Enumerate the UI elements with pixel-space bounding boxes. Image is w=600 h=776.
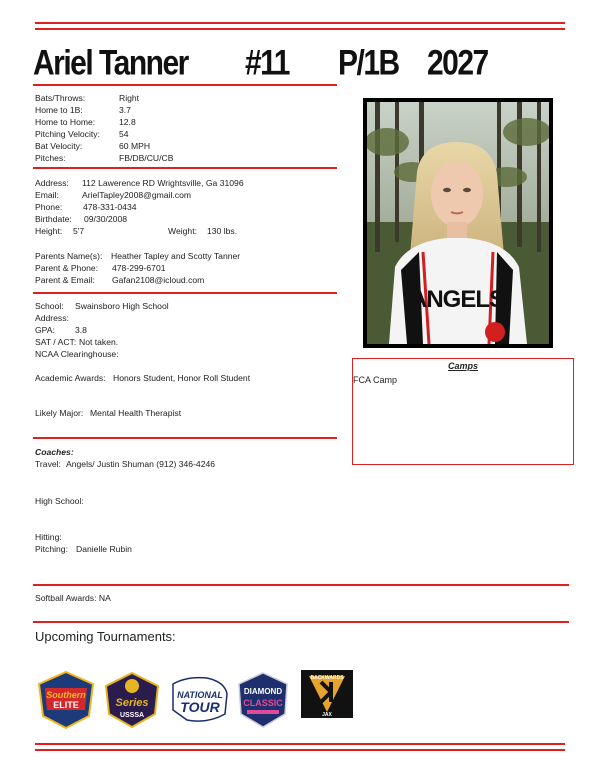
parent-email-label: Parent & Email: [35,275,95,285]
hitting-coach-row [35,531,62,543]
top-rule-1 [35,22,565,24]
birthdate-value: 09/30/2008 [84,214,128,224]
awards-rule [33,621,569,623]
stat-value: 54 [119,129,129,139]
softball-awards-label: Softball Awards: [35,593,97,603]
email-value: ArielTapley2008@gmail.com [82,190,192,200]
stat-label: Pitches: [35,153,66,163]
ncaa-row [35,348,119,360]
weight-label: Weight: [168,226,197,236]
pitching-coach-label: Pitching: [35,544,68,554]
stat-row [35,92,140,104]
logo-line1: NATIONAL [177,690,223,700]
logo-line1: DIAMOND [243,687,283,696]
player-name: Ariel Tanner [33,44,188,83]
school-label: School: [35,301,64,311]
phone-row [35,201,137,213]
pitching-coach-value: Danielle Rubin [76,544,132,554]
parent-email-row [35,274,205,286]
email-label: Email: [35,190,59,200]
height-value: 5'7 [73,226,85,236]
major-value: Mental Health Therapist [90,408,182,418]
weight-row [168,225,238,237]
stat-label: Bats/Throws: [35,93,86,103]
school-row [35,300,169,312]
stat-label: Home to 1B: [35,105,83,115]
school-value: Swainsboro High School [75,301,169,311]
parents-names-label: Parents Name(s): [35,251,103,261]
gpa-value: 3.8 [75,325,87,335]
ncaa-label: NCAA Clearinghouse: [35,349,119,359]
school-address-row [35,312,69,324]
class-year: 2027 [427,44,488,83]
high-school-coach-row [35,495,84,507]
coaches-heading: Coaches: [35,447,74,457]
academic-awards-label: Academic Awards: [35,373,106,383]
travel-coach-label: Travel: [35,459,61,469]
academic-awards-row [35,372,251,384]
jersey-number: #11 [245,44,289,83]
top-rule-2 [35,28,565,30]
header-rule [33,84,337,86]
academic-awards-value: Honors Student, Honor Roll Student [113,373,251,383]
high-school-coach-label: High School: [35,496,84,506]
gold-cup-series-logo [103,670,161,730]
phone-label: Phone: [35,202,63,212]
stat-row [35,116,136,128]
sat-value: Not taken. [79,337,119,347]
email-row [35,189,192,201]
parents-names-row [35,250,241,262]
bottom-rule-2 [35,749,565,751]
stats-rule [33,167,337,169]
southern-elite-logo [35,670,97,730]
logo-line1: BACKWARDS [310,675,344,681]
travel-coach-row [35,458,216,470]
hitting-coach-label: Hitting: [35,532,62,542]
birthdate-row [35,213,128,225]
parents-rule [33,292,337,294]
softball-awards-value: NA [98,593,111,603]
gpa-label: GPA: [35,325,55,335]
address-value: 112 Lawerence RD Wrightsville, Ga 31096 [82,178,244,188]
player-position: P/1B [338,44,399,83]
pitching-coach-row [35,543,132,555]
player-photo-image [367,102,549,344]
softball-awards-row [35,592,111,604]
player-photo [363,98,553,348]
stat-value: Right [119,93,140,103]
major-row [35,407,182,419]
stat-row [35,104,131,116]
stat-row [35,128,129,140]
upcoming-tournaments-heading: Upcoming Tournaments: [35,629,176,644]
stat-row [35,152,174,164]
sat-label: SAT / ACT: [35,337,77,347]
backwards-k-logo [301,670,353,718]
parent-phone-label: Parent & Phone: [35,263,99,273]
diamond-classic-logo [235,670,291,730]
address-label: Address: [35,178,69,188]
school-address-label: Address: [35,313,69,323]
logo-line2: ELITE [53,700,79,710]
stat-label: Pitching Velocity: [35,129,100,139]
travel-coach-value: Angels/ Justin Shuman (912) 346-4246 [66,459,216,469]
stat-value: 3.7 [119,105,131,115]
camps-box [352,358,574,465]
sat-row [35,336,119,348]
address-row [35,177,244,189]
height-row [35,225,85,237]
parents-names-value: Heather Tapley and Scotty Tanner [111,251,241,261]
parent-email-value: Gafan2108@icloud.com [112,275,205,285]
weight-value: 130 lbs. [207,226,238,236]
height-label: Height: [35,226,63,236]
national-tour-logo [167,670,231,730]
gpa-row [35,324,87,336]
parent-phone-row [35,262,166,274]
phone-value: 478-331-0434 [83,202,137,212]
logo-line2: TOUR [180,699,220,715]
svg-text:ANGELS: ANGELS [409,286,505,313]
stat-label: Home to Home: [35,117,96,127]
bottom-rule-1 [35,743,565,745]
stat-label: Bat Velocity: [35,141,83,151]
stat-value: FB/DB/CU/CB [119,153,174,163]
logo-line2: JAX [322,712,332,718]
logo-line2: USSSA [119,712,145,719]
stat-value: 60 MPH [119,141,151,151]
player-header [33,44,573,86]
school-rule [33,437,337,439]
camps-title: Camps [447,361,478,371]
parent-phone-value: 478-299-6701 [112,263,166,273]
birthdate-label: Birthdate: [35,214,72,224]
logo-line2: CLASSIC [243,698,283,708]
camp-item: FCA Camp [353,375,398,385]
logo-line1: Southern [46,690,86,700]
coaches-rule [33,584,569,586]
stat-value: 12.8 [119,117,136,127]
logo-line1: Series [115,697,149,709]
stat-row [35,140,151,152]
major-label: Likely Major: [35,408,84,418]
